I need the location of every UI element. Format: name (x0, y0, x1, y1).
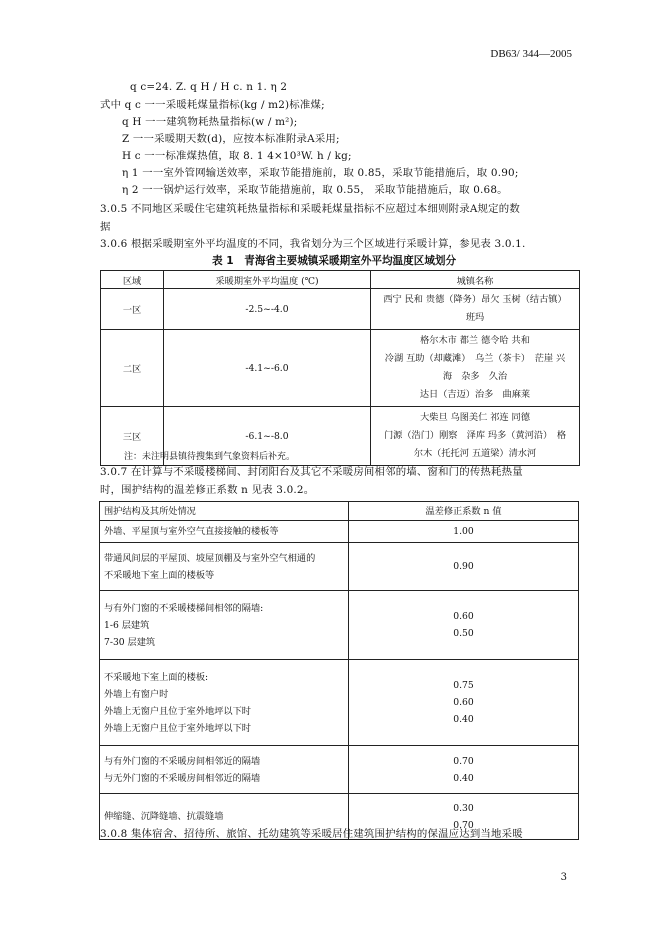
condition-line: 带通风间层的平屋顶、坡屋顶棚及与室外空气相通的 (104, 552, 316, 564)
zone-cell: 二区 (101, 330, 164, 407)
condition-line: 外墙上无窗户且位于室外地坪以下时 (104, 722, 251, 734)
formula-def-qh: q H 一一建筑物耗热量指标(w / m²); (122, 116, 298, 128)
condition-line: 外墙上有窗户时 (104, 688, 169, 700)
factor-value: 0.50 (453, 628, 474, 639)
table-row (100, 746, 579, 794)
factor-value: 0.30 (453, 802, 474, 814)
table-row (100, 591, 579, 660)
formula-def-z: Z 一一采暖期天数(d)，应按本标准附录A采用; (122, 133, 340, 145)
table-row (100, 521, 579, 543)
table-row (100, 543, 579, 591)
clause-3-0-5-cont: 据 (100, 221, 111, 233)
formula-def-eta2: η 2 一一锅炉运行效率，采取节能措施前，取 0.55， 采取节能措施后，取 0.68。 (122, 184, 508, 196)
factor-value: 0.75 (453, 680, 474, 691)
table1-header-temp: 采暖期室外平均温度 (℃) (164, 271, 371, 289)
condition-cell (100, 660, 349, 746)
condition-line: 1-6 层建筑 (104, 619, 150, 631)
formula-equation: q c=24. Z. q H / H c. n 1. η 2 (130, 81, 288, 93)
towns-cell (371, 330, 580, 407)
table-row (101, 289, 580, 330)
temp-cell: -6.1~-8.0 (164, 407, 371, 466)
towns-line: 海 杂多 久治 (442, 371, 508, 382)
factor-value: 0.70 (453, 755, 474, 767)
clause-3-0-8: 3.0.8 集体宿舍、招待所、旅馆、托幼建筑等采暖居住建筑围护结构的保温应达到当地采暖 (100, 828, 523, 840)
factor-value: 0.60 (453, 697, 474, 708)
table2-header-condition: 围护结构及其所处情况 (100, 502, 349, 521)
condition-line: 与有外门窗的不采暖房间相邻近的隔墙 (104, 755, 261, 767)
factor-cell (349, 746, 579, 794)
towns-line: 门源（浩门）刚察 泽库 玛多（黄河沿） 格 (383, 430, 567, 441)
condition-cell (100, 521, 349, 543)
towns-line: 班玛 (465, 312, 485, 323)
factor-value: 0.60 (453, 611, 474, 622)
document-code: DB63/ 344—2005 (490, 48, 572, 60)
towns-cell (371, 289, 580, 330)
clause-3-0-5: 3.0.5 不同地区采暖住宅建筑耗热量指标和采暖耗煤量指标不应超过本细则附录A规定的数 (100, 203, 520, 215)
condition-line: 不采暖地下室上面的楼板: (104, 671, 209, 683)
factor-value: 1.00 (453, 526, 474, 537)
table1-note: 注：未注明县镇待搜集到气象资料后补充。 (124, 452, 296, 462)
towns-line: 尔木（托托河 五道梁）清水河 (413, 448, 537, 459)
temp-cell: -2.5~-4.0 (164, 289, 371, 330)
factor-cell (349, 543, 579, 591)
table2-header-factor: 温差修正系数 n 值 (349, 502, 579, 521)
condition-line: 外墙、平屋顶与室外空气直接接触的楼板等 (104, 526, 279, 537)
table1-header-zone: 区域 (101, 271, 164, 289)
formula-def-eta1: η 1 一一室外管网输送效率，采取节能措施前，取 0.85，采取节能措施后，取 0.90; (122, 167, 519, 179)
towns-line: 冷湖 互助（却藏滩） 乌兰（茶卡） 茫崖 兴 (384, 353, 566, 364)
table-row (100, 660, 579, 746)
towns-cell (371, 407, 580, 466)
condition-cell (100, 591, 349, 660)
page-number: 3 (560, 872, 567, 883)
factor-value: 0.40 (453, 714, 474, 725)
condition-cell (100, 543, 349, 591)
condition-line: 7-30 层建筑 (104, 636, 156, 648)
temp-cell: -4.1~-6.0 (164, 330, 371, 407)
factor-value: 0.40 (453, 772, 474, 784)
table1-title: 表 1 青海省主要城镇采暖期室外平均温度区域划分 (212, 255, 457, 267)
factor-cell (349, 521, 579, 543)
condition-line: 不采暖地下室上面的楼板等 (104, 569, 215, 581)
factor-cell (349, 660, 579, 746)
factor-value: 0.90 (453, 561, 474, 572)
table-row (101, 330, 580, 407)
clause-3-0-7: 3.0.7 在计算与不采暖楼梯间、封闭阳台及其它不采暖房间相邻的墙、窗和门的传热耗热量 (100, 466, 523, 478)
condition-line: 与无外门窗的不采暖房间相邻近的隔墙 (104, 772, 261, 784)
correction-factor-table (99, 501, 579, 840)
table1-header-towns: 城镇名称 (371, 271, 580, 289)
formula-intro: 式中 q c 一一采暖耗煤量指标(kg / m2)标准煤; (100, 99, 325, 111)
formula-def-hc: H c 一一标准煤热值，取 8. 1 4×10³W. h / kg; (122, 150, 352, 162)
factor-cell (349, 591, 579, 660)
clause-3-0-6: 3.0.6 根据采暖期室外平均温度的不同，我省划分为三个区域进行采暖计算，参见表 3.0.1. (100, 238, 526, 250)
condition-cell (100, 746, 349, 794)
condition-line: 与有外门窗的不采暖楼梯间相邻的隔墙: (104, 602, 264, 614)
towns-line: 格尔木市 都兰 德令哈 共和 (420, 335, 530, 346)
towns-line: 达日（吉迈）治多 曲麻莱 (419, 389, 531, 400)
factor-value: 0.70 (453, 819, 474, 831)
zone-table (100, 270, 580, 466)
condition-line: 外墙上无窗户且位于室外地坪以下时 (104, 705, 251, 717)
towns-line: 西宁 民和 贵德（降务）昂欠 玉树（结古镇） (383, 294, 567, 305)
condition-line: 伸缩缝、沉降缝墙、抗震缝墙 (104, 811, 224, 822)
towns-line: 大柴旦 乌图美仁 祁连 同德 (420, 412, 530, 423)
clause-3-0-7-cont: 时，围护结构的温差修正系数 n 见表 3.0.2。 (100, 484, 315, 496)
zone-cell: 三区 (101, 407, 164, 466)
zone-cell: 一区 (101, 289, 164, 330)
